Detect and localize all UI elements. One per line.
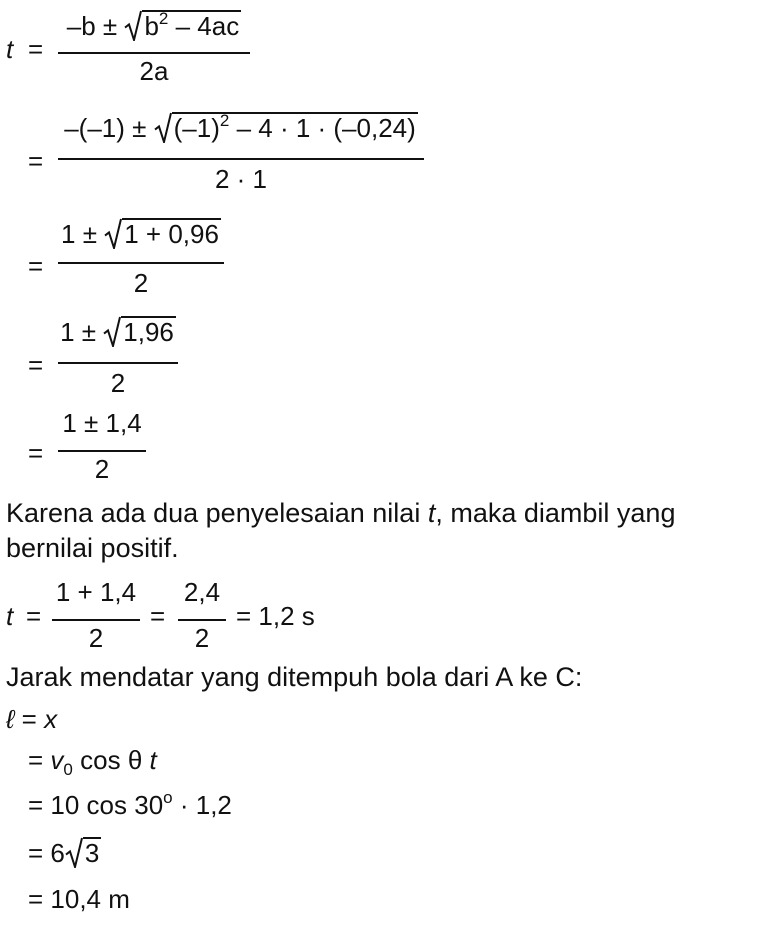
fraction-t-value xyxy=(178,577,226,653)
fraction-t-sum xyxy=(52,577,140,653)
fraction-numerator: 1 ± 1,4 xyxy=(62,408,142,438)
radical-icon xyxy=(103,316,121,347)
sqrt-rest: – 4ac xyxy=(168,11,240,41)
equals-sign: = xyxy=(28,34,44,64)
paragraph-horizontal-distance: Jarak mendatar yang ditempuh bola dari A ke C: xyxy=(6,662,583,692)
fraction-bar xyxy=(52,619,140,621)
degree-sign: o xyxy=(163,788,173,807)
fraction-substitution xyxy=(58,111,424,194)
equals-sign: = xyxy=(21,704,37,734)
fraction-numerator xyxy=(58,316,178,360)
distance-expression-tail: · 1,2 xyxy=(179,790,232,820)
distance-expression: = 10 cos 30 xyxy=(28,790,164,820)
sqrt-rest: – 4 · 1 · (–0,24) xyxy=(229,113,416,143)
distance-line-3 xyxy=(28,790,232,820)
fraction-quadratic-formula xyxy=(58,9,250,86)
square-root xyxy=(103,316,176,347)
radical-icon xyxy=(124,10,142,41)
fraction-numerator xyxy=(58,112,424,156)
sqrt-body: 1 + 0,96 xyxy=(124,219,219,249)
square-root xyxy=(124,10,241,41)
var-theta: θ xyxy=(127,745,143,775)
sqrt-body: 1,96 xyxy=(123,317,174,347)
equals-sign: = xyxy=(28,745,44,775)
distance-line-4 xyxy=(28,837,101,868)
fraction-bar xyxy=(58,450,146,452)
var-t: t xyxy=(6,601,14,631)
result-time: = 1,2 s xyxy=(236,601,315,631)
paragraph-text: Karena ada dua penyelesaian nilai xyxy=(6,498,428,528)
equals-sign: = xyxy=(28,146,44,176)
exponent: 2 xyxy=(219,111,230,130)
sqrt-base: b xyxy=(144,11,159,41)
equals-sign: = xyxy=(28,350,44,380)
square-root xyxy=(65,837,101,868)
exponent: 2 xyxy=(158,9,169,28)
fraction-bar xyxy=(58,52,250,54)
distance-line-1 xyxy=(6,704,57,734)
numerator-prefix: –(–1) ± xyxy=(64,113,147,143)
paragraph-text: bernilai positif. xyxy=(6,533,179,563)
var-v: v xyxy=(50,745,64,775)
fraction-denominator: 2 xyxy=(133,268,149,298)
fraction-denominator: 2 xyxy=(194,623,210,653)
paragraph-text: , maka diambil yang xyxy=(435,498,676,528)
radical-icon xyxy=(154,112,172,143)
fraction-bar xyxy=(58,362,178,364)
fraction-denominator: 2a xyxy=(139,56,169,86)
square-root xyxy=(154,112,418,143)
fraction-sqrt-196 xyxy=(58,316,178,398)
fraction-numerator xyxy=(58,10,250,50)
sqrt-base: (–1) xyxy=(173,113,220,143)
radical-icon xyxy=(104,218,122,249)
fraction-denominator: 2 xyxy=(110,368,126,398)
paragraph-two-solutions xyxy=(6,496,778,566)
distance-line-5: = 10,4 m xyxy=(28,884,130,914)
fraction-bar xyxy=(58,262,224,264)
var-t: t xyxy=(149,745,157,775)
fraction-numerator: 1 + 1,4 xyxy=(55,577,137,607)
var-t: t xyxy=(427,498,436,528)
fraction-final xyxy=(58,408,146,484)
numerator-prefix: –b ± xyxy=(66,11,118,41)
subscript: 0 xyxy=(63,760,73,779)
sqrt-body: 3 xyxy=(84,838,100,868)
distance-expression: = 6 xyxy=(28,838,65,868)
radical-icon xyxy=(65,837,83,868)
fraction-denominator: 2 · 1 xyxy=(214,164,268,194)
fraction-bar xyxy=(58,158,424,160)
equals-sign: = xyxy=(28,251,44,281)
equals-sign: = xyxy=(26,601,42,631)
fraction-denominator: 2 xyxy=(94,454,110,484)
fraction-numerator xyxy=(58,218,224,260)
fraction-numerator: 2,4 xyxy=(183,577,221,607)
fraction-simplified xyxy=(58,218,224,298)
var-l: ℓ xyxy=(6,704,15,734)
cos-function: cos xyxy=(80,745,121,775)
var-x: x xyxy=(44,704,58,734)
fraction-bar xyxy=(178,619,226,621)
square-root xyxy=(104,218,221,249)
var-t: t xyxy=(6,34,14,64)
numerator-prefix: 1 ± xyxy=(60,317,97,347)
numerator-prefix: 1 ± xyxy=(61,219,97,249)
equals-sign: = xyxy=(28,438,44,468)
equals-sign: = xyxy=(150,601,166,631)
distance-line-2 xyxy=(28,745,157,779)
fraction-denominator: 2 xyxy=(88,623,104,653)
